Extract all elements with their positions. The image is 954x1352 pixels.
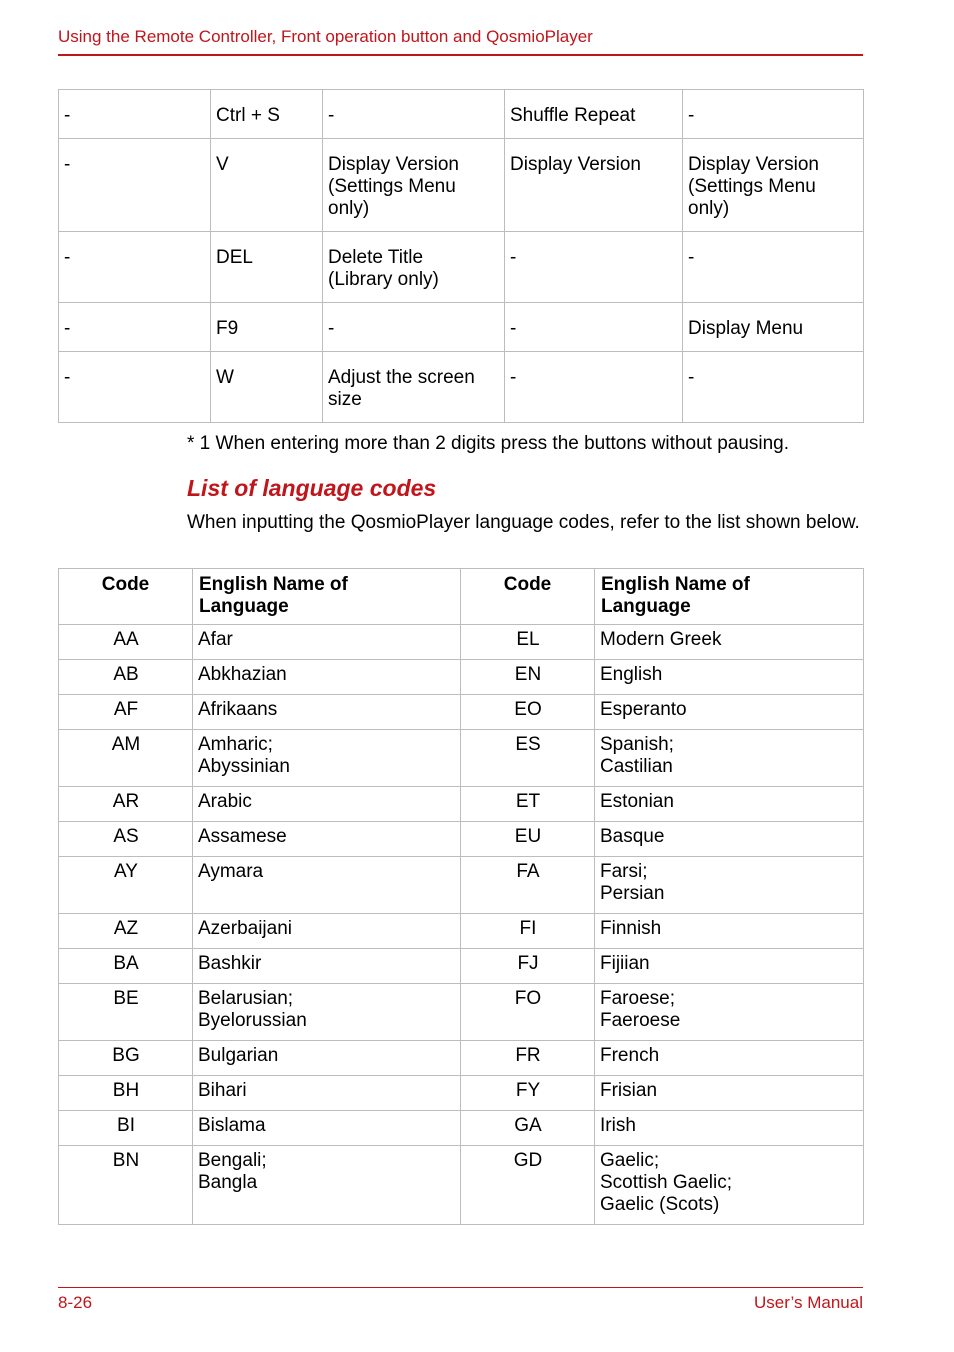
table-cell: V [211,139,323,232]
language-name: Afar [193,625,461,660]
table-cell: - [683,232,864,303]
language-name: Estonian [595,787,864,822]
language-code: AS [59,822,193,857]
footnote: * 1 When entering more than 2 digits press the buttons without pausing. [187,433,790,454]
language-code: EU [461,822,595,857]
table-cell: Display Version [505,139,683,232]
table-cell: Shuffle Repeat [505,90,683,139]
language-code: BH [59,1076,193,1111]
language-name: Assamese [193,822,461,857]
language-name: Amharic; Abyssinian [193,730,461,787]
table-cell: - [59,139,211,232]
language-code: BN [59,1146,193,1225]
language-name: Irish [595,1111,864,1146]
language-name: Esperanto [595,695,864,730]
table-cell: Delete Title (Library only) [323,232,505,303]
header-language-left: English Name of Language [193,569,461,625]
language-code: EL [461,625,595,660]
table-row [59,787,864,822]
table-cell: F9 [211,303,323,352]
table-cell: - [683,352,864,423]
table-cell: Adjust the screen size [323,352,505,423]
language-code: BI [59,1111,193,1146]
language-name: Afrikaans [193,695,461,730]
table-row [59,857,864,914]
table-cell: - [59,232,211,303]
language-name: Frisian [595,1076,864,1111]
language-name: Bislama [193,1111,461,1146]
manual-title: User’s Manual [754,1293,863,1312]
header-code-right: Code [461,569,595,625]
language-name: Aymara [193,857,461,914]
language-code: FO [461,984,595,1041]
language-name: English [595,660,864,695]
language-code: AF [59,695,193,730]
table-cell: Ctrl + S [211,90,323,139]
language-code: EN [461,660,595,695]
language-code: EO [461,695,595,730]
language-code: AB [59,660,193,695]
shortcut-table [58,89,864,423]
language-code: BG [59,1041,193,1076]
language-name: Bengali; Bangla [193,1146,461,1225]
language-code: ES [461,730,595,787]
language-code: AY [59,857,193,914]
table-row [59,625,864,660]
table-row [59,352,864,423]
language-code: FY [461,1076,595,1111]
header-language-right: English Name of Language [595,569,864,625]
language-code: FI [461,914,595,949]
table-row [59,949,864,984]
language-code: FJ [461,949,595,984]
language-name: Bulgarian [193,1041,461,1076]
table-row [59,1146,864,1225]
table-cell: Display Version (Settings Menu only) [323,139,505,232]
language-code: BA [59,949,193,984]
shortcut-table-body [59,90,864,423]
table-row [59,914,864,949]
language-name: Arabic [193,787,461,822]
table-row [59,1111,864,1146]
table-cell: - [59,352,211,423]
language-name: Gaelic; Scottish Gaelic; Gaelic (Scots) [595,1146,864,1225]
language-table-head [59,569,864,625]
running-header-title: Using the Remote Controller, Front operation button and QosmioPlayer [58,27,593,46]
table-cell: Display Menu [683,303,864,352]
language-code: AM [59,730,193,787]
language-code: GD [461,1146,595,1225]
table-row [59,695,864,730]
table-cell: - [505,303,683,352]
table-row [59,90,864,139]
language-name: Spanish; Castilian [595,730,864,787]
language-table-header-row [59,569,864,625]
language-code: AA [59,625,193,660]
section-heading: List of language codes [187,475,437,501]
table-row [59,303,864,352]
language-name: Belarusian; Byelorussian [193,984,461,1041]
table-cell: W [211,352,323,423]
language-name: French [595,1041,864,1076]
section-intro: When inputting the QosmioPlayer language codes, refer to the list shown below. [187,512,860,533]
page-number: 8-26 [58,1293,93,1312]
table-row [59,660,864,695]
table-row [59,139,864,232]
language-name: Basque [595,822,864,857]
language-code: FR [461,1041,595,1076]
table-row [59,984,864,1041]
table-cell: - [505,352,683,423]
table-cell: Display Version (Settings Menu only) [683,139,864,232]
footer-rule [58,1287,863,1288]
table-row [59,232,864,303]
language-name: Abkhazian [193,660,461,695]
language-code: AZ [59,914,193,949]
language-name: Fijiian [595,949,864,984]
table-row [59,1041,864,1076]
language-codes-table [58,568,864,1225]
language-table-body [59,625,864,1225]
table-row [59,730,864,787]
table-cell: - [683,90,864,139]
language-name: Azerbaijani [193,914,461,949]
language-code: ET [461,787,595,822]
language-name: Bashkir [193,949,461,984]
table-cell: - [323,90,505,139]
language-code: GA [461,1111,595,1146]
table-cell: - [505,232,683,303]
language-name: Finnish [595,914,864,949]
table-row [59,822,864,857]
table-cell: DEL [211,232,323,303]
language-code: AR [59,787,193,822]
table-cell: - [59,303,211,352]
table-cell: - [59,90,211,139]
language-code: BE [59,984,193,1041]
language-name: Modern Greek [595,625,864,660]
header-code-left: Code [59,569,193,625]
language-name: Farsi; Persian [595,857,864,914]
language-name: Faroese; Faeroese [595,984,864,1041]
language-name: Bihari [193,1076,461,1111]
header-rule [58,54,863,56]
table-cell: - [323,303,505,352]
language-code: FA [461,857,595,914]
table-row [59,1076,864,1111]
